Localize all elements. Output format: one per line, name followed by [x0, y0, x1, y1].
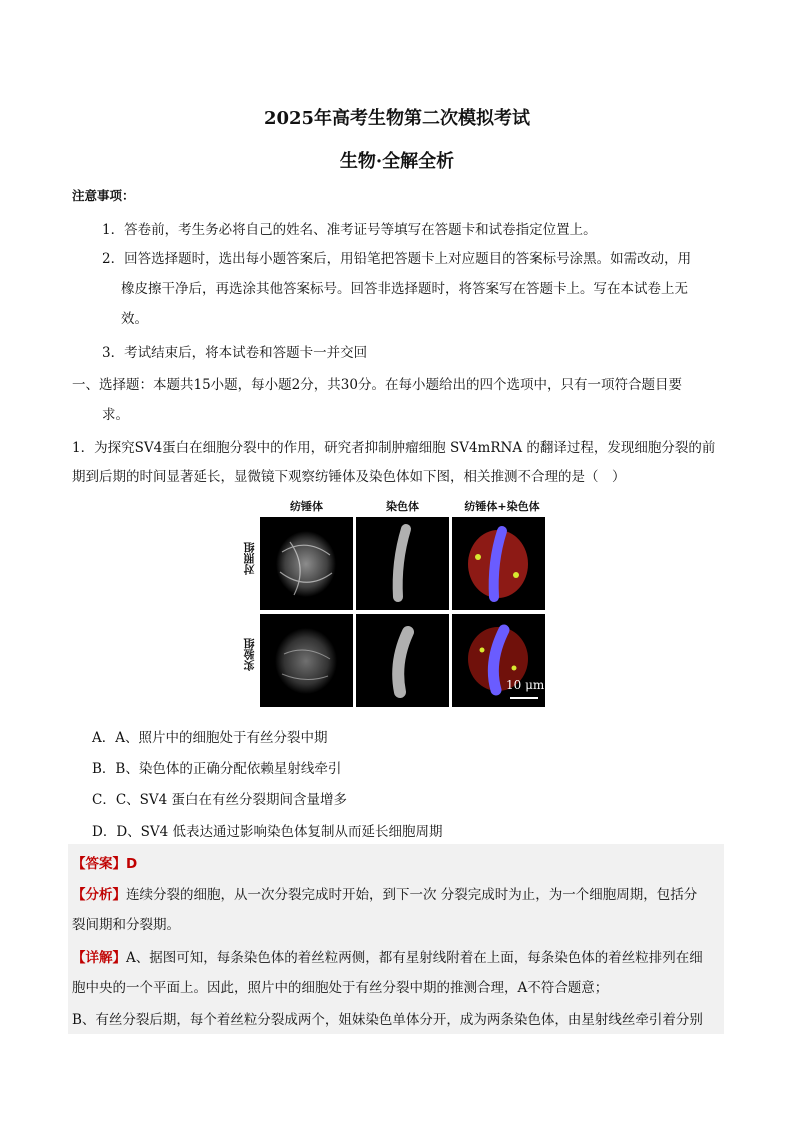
- notice-heading: 注意事项：: [72, 188, 135, 203]
- exam-title: 2025年高考生物第二次模拟考试: [263, 108, 531, 129]
- answer-value: D: [126, 856, 138, 872]
- exam-subtitle: 生物·全解全析: [339, 151, 455, 172]
- detail-text: A、据图可知，每条染色体的着丝粒两侧，都有星射线附着在上面，每条染色体的着丝粒排列在细: [126, 950, 703, 966]
- detail-tag: 【详解】: [72, 950, 126, 966]
- micrograph-control-spindle: [260, 517, 353, 610]
- option-b: B．B、染色体的正确分配依赖星射线牵引: [92, 761, 342, 777]
- question-stem-cont: 期到后期的时间显著延长，显微镜下观察纺锤体及染色体如下图，相关推测不合理的是（ ）: [72, 469, 626, 485]
- option-d: D．D、SV4 低表达通过影响染色体复制从而延长细胞周期: [92, 824, 443, 840]
- scale-bar-label: 10 μm: [506, 678, 545, 692]
- notice-item-2: 2．回答选择题时，选出每小题答案后，用铅笔把答题卡上对应题目的答案标号涂黑。如需改动，用: [102, 251, 692, 267]
- microscopy-figure: [243, 498, 553, 708]
- micrograph-control-merged: [452, 517, 545, 610]
- notice-item-2-end: 效。: [121, 311, 148, 327]
- question-stem: 1．为探究SV4蛋白在细胞分裂中的作用，研究者抑制肿瘤细胞 SV4mRNA 的翻译过程，发现细胞分裂的前: [72, 440, 716, 456]
- micrograph-experiment-chromosome: [356, 614, 449, 707]
- solution-panel: [68, 844, 724, 1034]
- section-heading-cont: 求。: [102, 407, 129, 423]
- micrograph-experiment-spindle: [260, 614, 353, 707]
- detail-text-b: B、有丝分裂后期，每个着丝粒分裂成两个，姐妹染色单体分开，成为两条染色体，由星射线丝牵引着分别: [72, 1012, 703, 1028]
- option-c: C．C、SV4 蛋白在有丝分裂期间含量增多: [92, 792, 348, 808]
- notice-item-2-cont: 橡皮擦干净后，再选涂其他答案标号。回答非选择题时，将答案写在答题卡上。写在本试卷上无: [121, 281, 688, 297]
- analysis-text: 连续分裂的细胞，从一次分裂完成时开始，到下一次 分裂完成时为止，为一个细胞周期，包括分: [126, 887, 698, 903]
- analysis-tag: 【分析】: [72, 887, 126, 903]
- section-heading: 一、选择题：本题共15小题，每小题2分，共30分。在每小题给出的四个选项中，只有一项符合题目要: [72, 377, 682, 393]
- analysis-text-cont: 裂间期和分裂期。: [72, 917, 180, 933]
- detail-line: [72, 946, 703, 966]
- column-label-spindle: 纺锤体: [290, 500, 323, 513]
- answer-line: [72, 852, 137, 872]
- row-label-experiment: 实验组: [243, 638, 256, 671]
- detail-text-cont: 胞中央的一个平面上。因此，照片中的细胞处于有丝分裂中期的推测合理，A不符合题意；: [72, 980, 609, 996]
- micrograph-experiment-merged: [452, 614, 545, 707]
- answer-tag: 【答案】: [72, 856, 126, 872]
- micrograph-control-chromosome: [356, 517, 449, 610]
- notice-item-3: 3．考试结束后，将本试卷和答题卡一并交回: [102, 345, 368, 361]
- notice-item-1: 1．答卷前，考生务必将自己的姓名、准考证号等填写在答题卡和试卷指定位置上。: [102, 222, 597, 238]
- column-label-merged: 纺锤体+染色体: [464, 500, 540, 513]
- column-label-chromosome: 染色体: [386, 500, 419, 513]
- option-a: A．A、照片中的细胞处于有丝分裂中期: [92, 730, 328, 746]
- row-label-control: 对照组: [243, 542, 256, 575]
- analysis-line: [72, 883, 697, 903]
